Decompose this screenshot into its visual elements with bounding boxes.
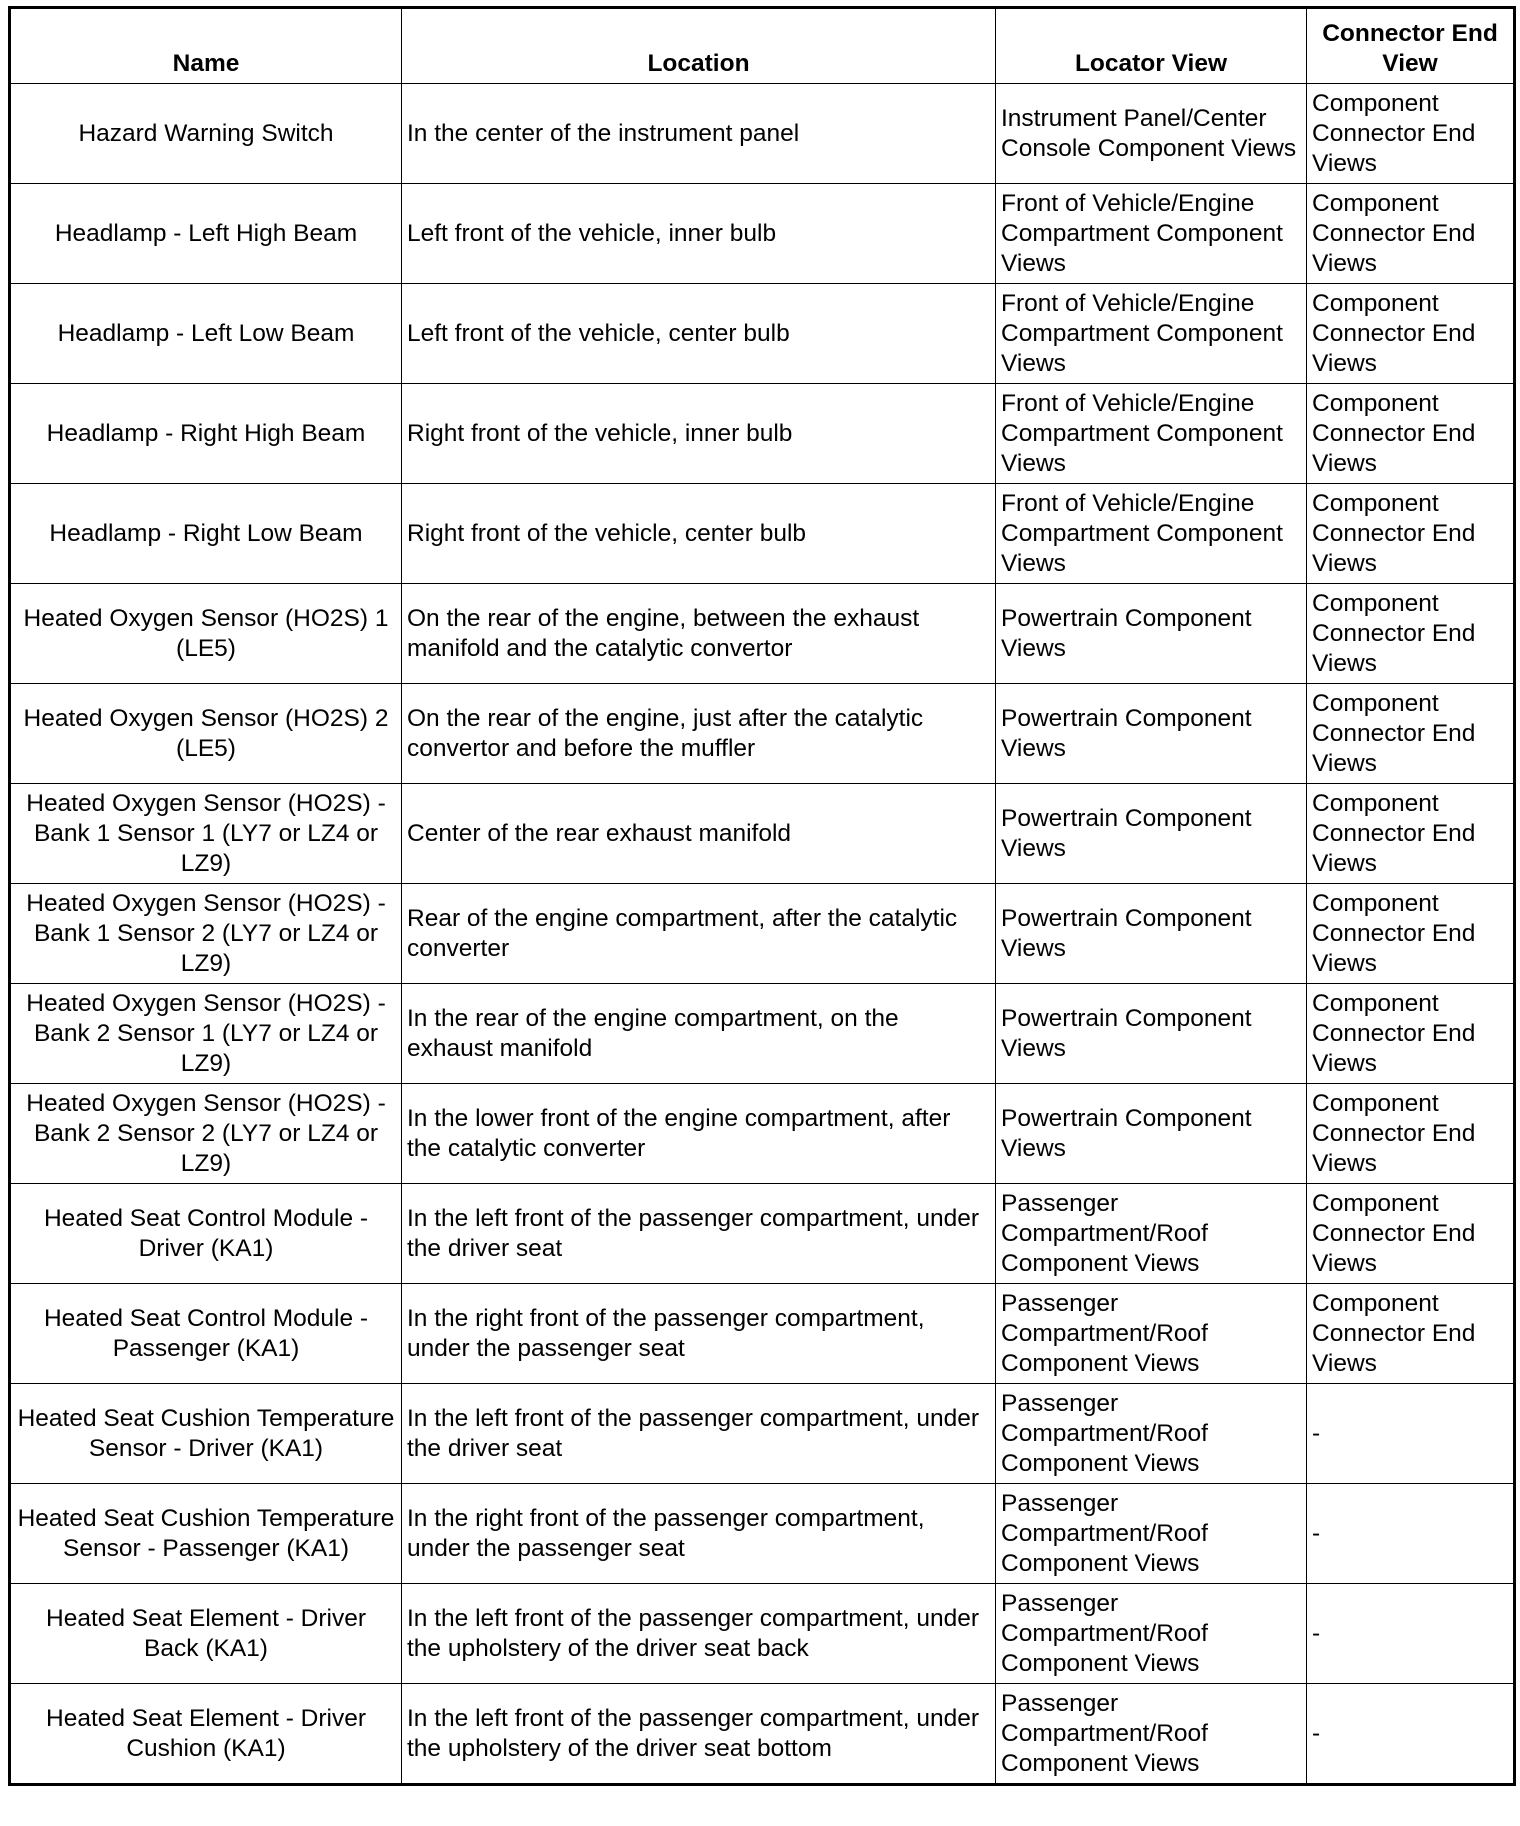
locator-view-cell: Passenger Compartment/Roof Component Views <box>996 1184 1307 1284</box>
component-name-cell: Heated Oxygen Sensor (HO2S) - Bank 2 Sensor 1 (LY7 or LZ4 or LZ9) <box>10 984 402 1084</box>
component-name-cell: Heated Seat Element - Driver Back (KA1) <box>10 1584 402 1684</box>
locator-view-cell: Powertrain Component Views <box>996 684 1307 784</box>
connector-end-view-cell: - <box>1307 1684 1515 1785</box>
location-cell: In the right front of the passenger compartment, under the passenger seat <box>402 1484 996 1584</box>
header-location: Location <box>402 8 996 84</box>
location-cell: In the left front of the passenger compartment, under the upholstery of the driver seat back <box>402 1584 996 1684</box>
connector-end-view-cell: - <box>1307 1484 1515 1584</box>
location-cell: Center of the rear exhaust manifold <box>402 784 996 884</box>
locator-view-cell: Passenger Compartment/Roof Component Views <box>996 1684 1307 1785</box>
table-row <box>10 1384 1515 1484</box>
connector-end-view-cell: Component Connector End Views <box>1307 484 1515 584</box>
location-cell: In the left front of the passenger compartment, under the upholstery of the driver seat bottom <box>402 1684 996 1785</box>
table-row <box>10 984 1515 1084</box>
connector-end-view-cell: Component Connector End Views <box>1307 84 1515 184</box>
connector-end-view-cell: - <box>1307 1384 1515 1484</box>
table-row <box>10 1484 1515 1584</box>
component-name-cell: Headlamp - Left High Beam <box>10 184 402 284</box>
location-cell: In the center of the instrument panel <box>402 84 996 184</box>
locator-view-cell: Passenger Compartment/Roof Component Views <box>996 1284 1307 1384</box>
table-row <box>10 584 1515 684</box>
location-cell: Right front of the vehicle, inner bulb <box>402 384 996 484</box>
connector-end-view-cell: Component Connector End Views <box>1307 884 1515 984</box>
locator-view-cell: Powertrain Component Views <box>996 584 1307 684</box>
component-locator-table <box>8 6 1516 1786</box>
location-cell: On the rear of the engine, just after the catalytic convertor and before the muffler <box>402 684 996 784</box>
locator-view-cell: Passenger Compartment/Roof Component Views <box>996 1384 1307 1484</box>
location-cell: In the right front of the passenger compartment, under the passenger seat <box>402 1284 996 1384</box>
connector-end-view-cell: Component Connector End Views <box>1307 984 1515 1084</box>
location-cell: Left front of the vehicle, inner bulb <box>402 184 996 284</box>
connector-end-view-cell: - <box>1307 1584 1515 1684</box>
component-name-cell: Headlamp - Right Low Beam <box>10 484 402 584</box>
connector-end-view-cell: Component Connector End Views <box>1307 384 1515 484</box>
table-row <box>10 384 1515 484</box>
location-cell: In the rear of the engine compartment, on the exhaust manifold <box>402 984 996 1084</box>
locator-view-cell: Front of Vehicle/Engine Compartment Component Views <box>996 184 1307 284</box>
location-cell: In the left front of the passenger compartment, under the driver seat <box>402 1384 996 1484</box>
connector-end-view-cell: Component Connector End Views <box>1307 684 1515 784</box>
locator-view-cell: Front of Vehicle/Engine Compartment Component Views <box>996 484 1307 584</box>
component-name-cell: Heated Seat Cushion Temperature Sensor - Passenger (KA1) <box>10 1484 402 1584</box>
table-row <box>10 784 1515 884</box>
component-name-cell: Heated Oxygen Sensor (HO2S) - Bank 1 Sensor 2 (LY7 or LZ4 or LZ9) <box>10 884 402 984</box>
table-row <box>10 684 1515 784</box>
component-name-cell: Heated Oxygen Sensor (HO2S) 2 (LE5) <box>10 684 402 784</box>
location-cell: Right front of the vehicle, center bulb <box>402 484 996 584</box>
connector-end-view-cell: Component Connector End Views <box>1307 584 1515 684</box>
locator-view-cell: Powertrain Component Views <box>996 984 1307 1084</box>
locator-view-cell: Front of Vehicle/Engine Compartment Component Views <box>996 284 1307 384</box>
locator-view-cell: Powertrain Component Views <box>996 784 1307 884</box>
component-name-cell: Heated Seat Element - Driver Cushion (KA1) <box>10 1684 402 1785</box>
table-row <box>10 1284 1515 1384</box>
component-name-cell: Heated Oxygen Sensor (HO2S) - Bank 1 Sensor 1 (LY7 or LZ4 or LZ9) <box>10 784 402 884</box>
header-row <box>10 8 1515 84</box>
component-name-cell: Heated Seat Control Module - Driver (KA1) <box>10 1184 402 1284</box>
table-row <box>10 184 1515 284</box>
table-body <box>10 84 1515 1785</box>
component-name-cell: Headlamp - Right High Beam <box>10 384 402 484</box>
locator-view-cell: Powertrain Component Views <box>996 1084 1307 1184</box>
header-connector-end-view: Connector End View <box>1307 8 1515 84</box>
connector-end-view-cell: Component Connector End Views <box>1307 784 1515 884</box>
table-row <box>10 884 1515 984</box>
table-row <box>10 284 1515 384</box>
table-row <box>10 84 1515 184</box>
connector-end-view-cell: Component Connector End Views <box>1307 1084 1515 1184</box>
table-row <box>10 484 1515 584</box>
locator-view-cell: Instrument Panel/Center Console Component Views <box>996 84 1307 184</box>
location-cell: On the rear of the engine, between the exhaust manifold and the catalytic convertor <box>402 584 996 684</box>
connector-end-view-cell: Component Connector End Views <box>1307 284 1515 384</box>
table-row <box>10 1684 1515 1785</box>
locator-view-cell: Powertrain Component Views <box>996 884 1307 984</box>
component-name-cell: Heated Oxygen Sensor (HO2S) - Bank 2 Sensor 2 (LY7 or LZ4 or LZ9) <box>10 1084 402 1184</box>
component-name-cell: Headlamp - Left Low Beam <box>10 284 402 384</box>
connector-end-view-cell: Component Connector End Views <box>1307 1284 1515 1384</box>
header-locator-view: Locator View <box>996 8 1307 84</box>
table-row <box>10 1184 1515 1284</box>
component-name-cell: Heated Oxygen Sensor (HO2S) 1 (LE5) <box>10 584 402 684</box>
header-name: Name <box>10 8 402 84</box>
locator-view-cell: Passenger Compartment/Roof Component Views <box>996 1584 1307 1684</box>
connector-end-view-cell: Component Connector End Views <box>1307 1184 1515 1284</box>
table-row <box>10 1084 1515 1184</box>
locator-view-cell: Passenger Compartment/Roof Component Views <box>996 1484 1307 1584</box>
connector-end-view-cell: Component Connector End Views <box>1307 184 1515 284</box>
component-name-cell: Heated Seat Cushion Temperature Sensor - Driver (KA1) <box>10 1384 402 1484</box>
locator-view-cell: Front of Vehicle/Engine Compartment Component Views <box>996 384 1307 484</box>
table-row <box>10 1584 1515 1684</box>
location-cell: In the lower front of the engine compartment, after the catalytic converter <box>402 1084 996 1184</box>
component-name-cell: Hazard Warning Switch <box>10 84 402 184</box>
location-cell: Rear of the engine compartment, after the catalytic converter <box>402 884 996 984</box>
location-cell: In the left front of the passenger compartment, under the driver seat <box>402 1184 996 1284</box>
component-name-cell: Heated Seat Control Module - Passenger (KA1) <box>10 1284 402 1384</box>
location-cell: Left front of the vehicle, center bulb <box>402 284 996 384</box>
